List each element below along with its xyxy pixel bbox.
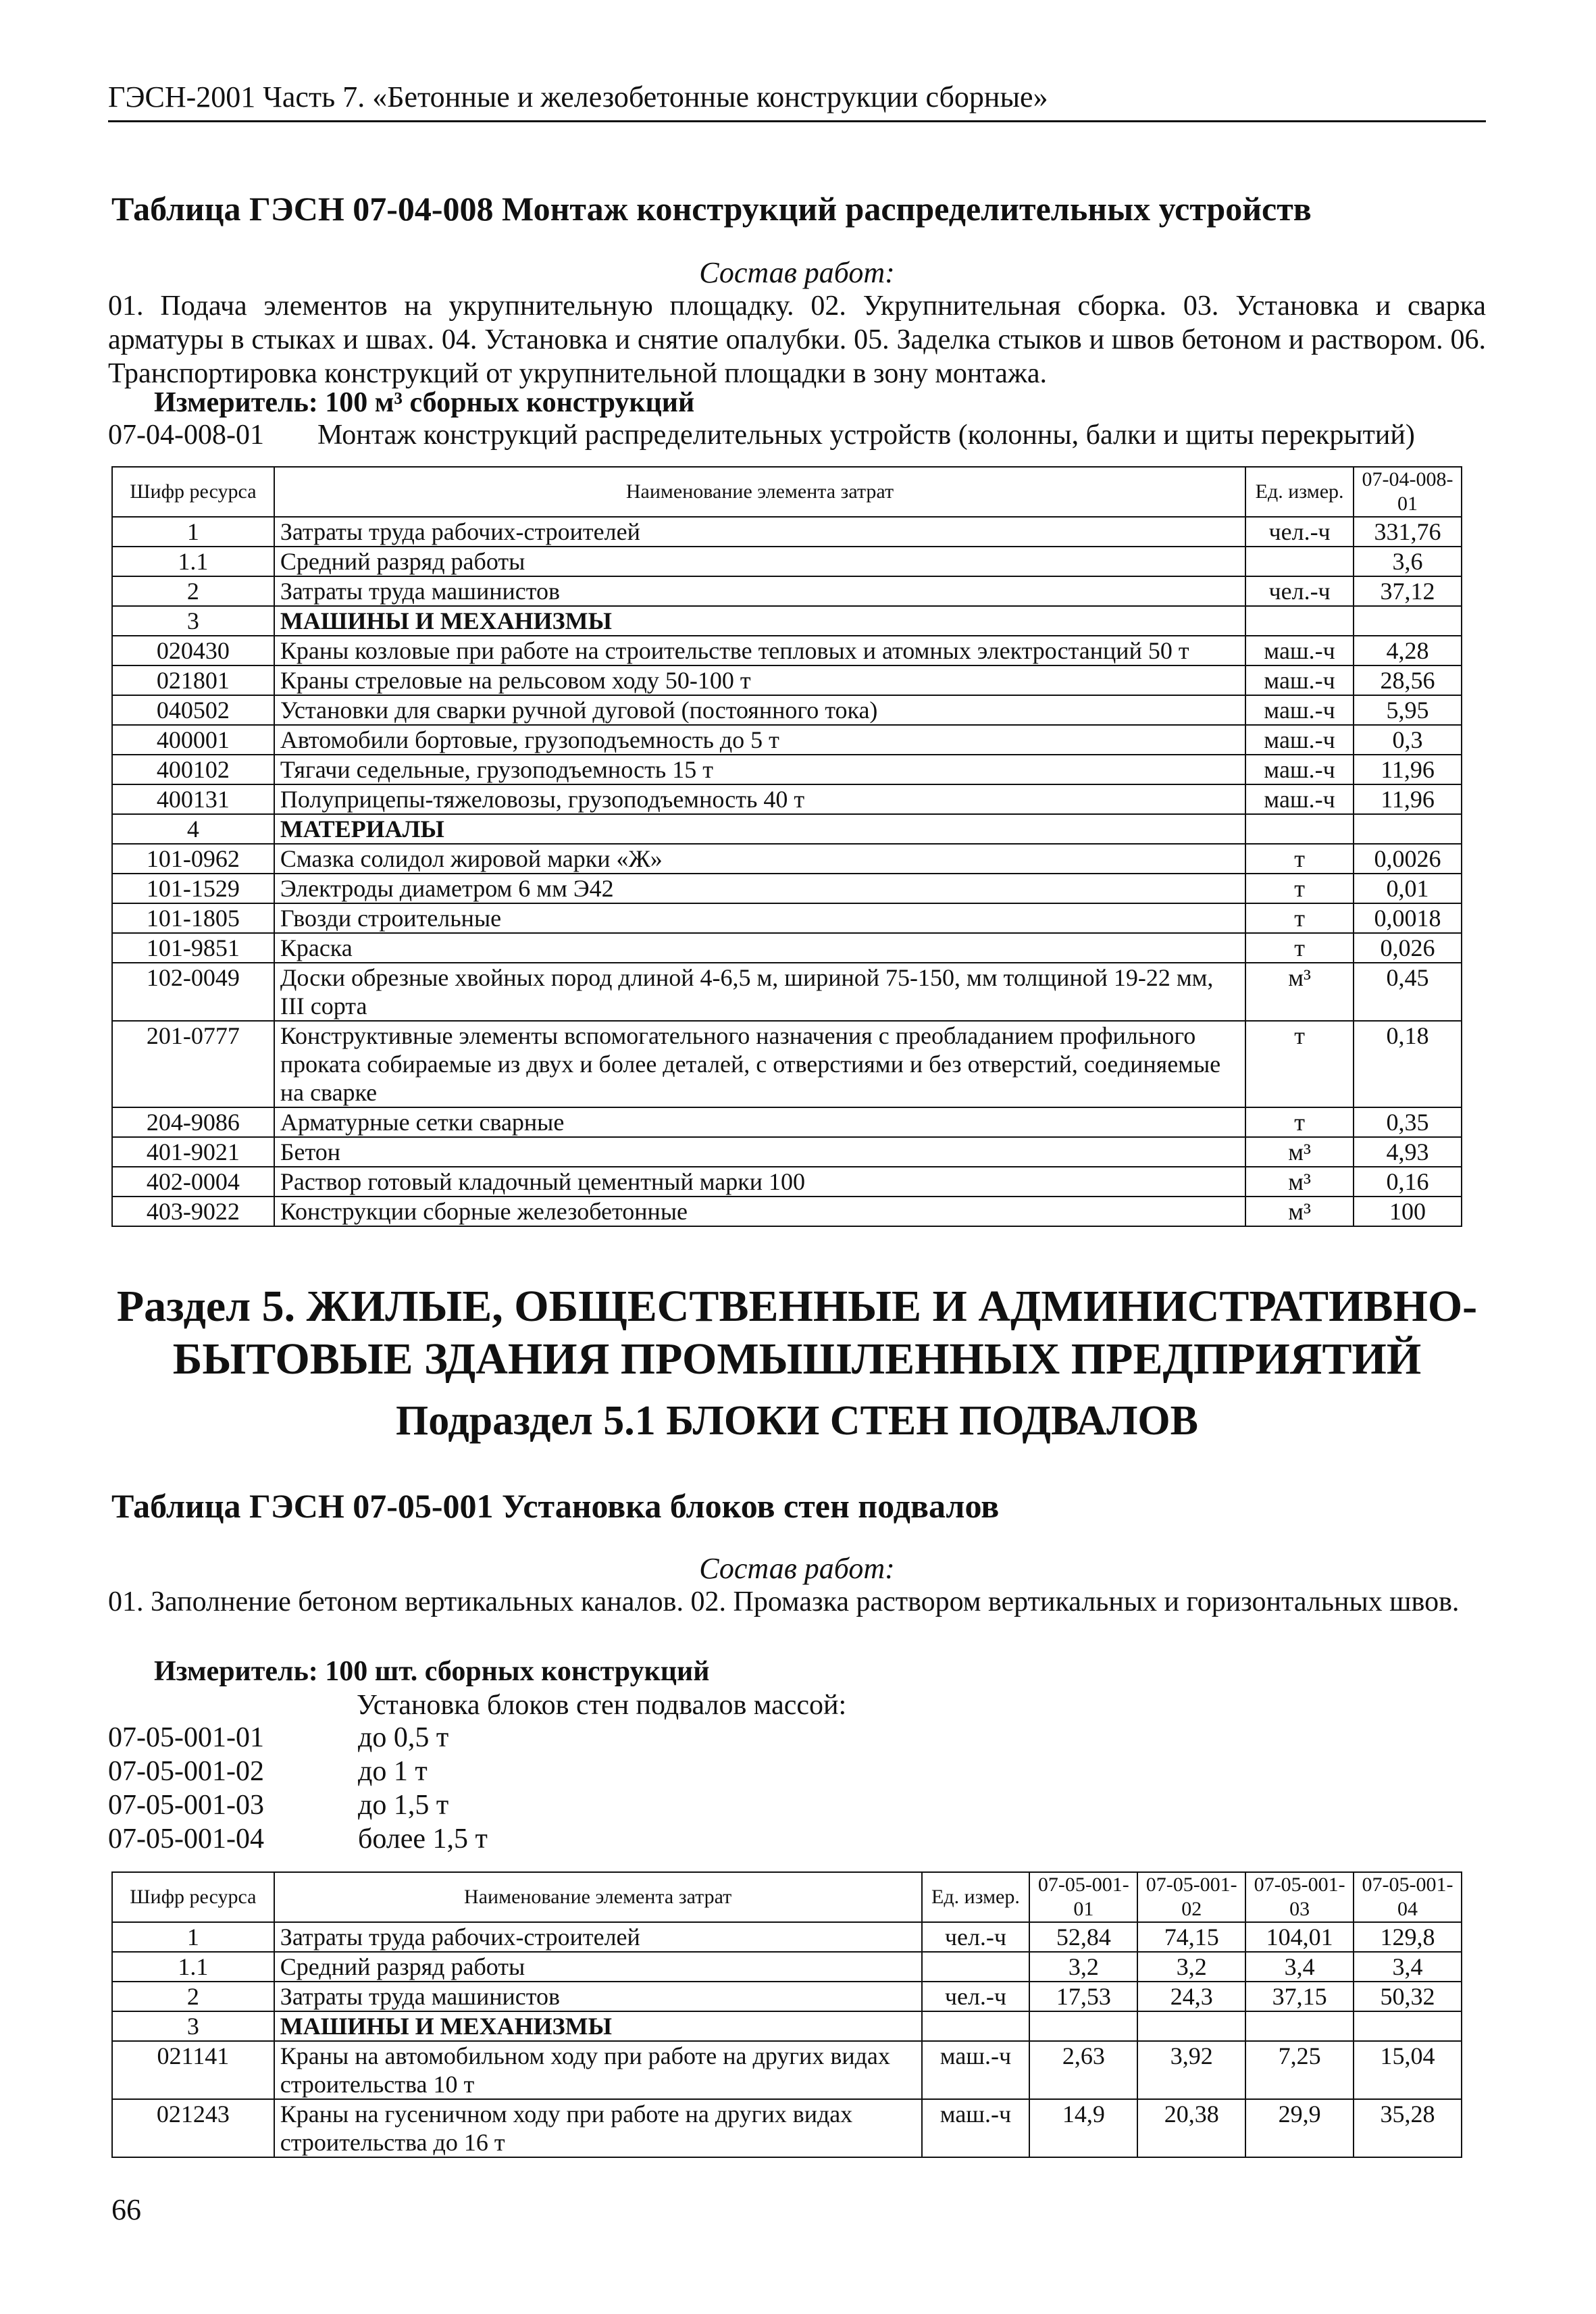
cost-item-name: Краны стреловые на рельсовом ходу 50-100 т [274,665,1245,695]
cost-item-name: Электроды диаметром 6 мм Э42 [274,874,1245,903]
table-row [112,1167,1462,1197]
resource-code: 3 [112,606,274,636]
value-cell: 0,45 [1354,963,1462,1021]
resource-code: 400102 [112,755,274,784]
unit-cell: чел.-ч [922,1922,1030,1952]
cost-item-name: Смазка солидол жировой марки «Ж» [274,844,1245,874]
value-cell: 0,01 [1354,874,1462,903]
table-row [112,963,1462,1021]
table-row [112,2011,1462,2041]
table2-col-name: Наименование элемента затрат [274,1872,922,1922]
code-list-item [108,1823,488,1857]
table2-col-code: Шифр ресурса [112,1872,274,1922]
value-cell: 3,4 [1354,1952,1462,1982]
resource-code: 101-1805 [112,903,274,933]
value-cell [1354,2011,1462,2041]
table-row [112,1107,1462,1137]
table2-work-text: 01. Заполнение бетоном вертикальных каналов. 02. Промазка раствором вертикальных и горизонтальных швов. [108,1586,1460,1617]
value-cell: 37,15 [1245,1982,1354,2011]
page-header: ГЭСН-2001 Часть 7. «Бетонные и железобетонные конструкции сборные» [108,80,1048,114]
cost-item-name: Затраты труда машинистов [274,1982,922,2011]
value-cell: 37,12 [1354,576,1462,606]
table2-code-list [108,1721,488,1857]
value-cell: 4,28 [1354,636,1462,665]
unit-cell: т [1245,1021,1354,1107]
code-list-code: 07-05-001-03 [108,1790,264,1821]
cost-item-name: Затраты труда машинистов [274,576,1245,606]
table-row [112,933,1462,963]
unit-cell: т [1245,903,1354,933]
table1-code-desc: Монтаж конструкций распределительных устройств (колонны, балки и щиты перекрытий) [317,420,1415,451]
cost-item-name: Средний разряд работы [274,547,1245,576]
table-row [112,1982,1462,2011]
unit-cell: маш.-ч [1245,755,1354,784]
value-cell: 24,3 [1137,1982,1245,2011]
resource-code: 400131 [112,784,274,814]
resource-code: 101-0962 [112,844,274,874]
value-cell: 3,2 [1137,1952,1245,1982]
cost-item-name: Раствор готовый кладочный цементный марки 100 [274,1167,1245,1197]
table2-col-value-04: 07-05-001-04 [1354,1872,1462,1922]
value-cell [1029,2011,1137,2041]
table2-col-value-02: 07-05-001-02 [1137,1872,1245,1922]
subsection-title: Подраздел 5.1 БЛОКИ СТЕН ПОДВАЛОВ [395,1398,1199,1444]
section-title-line2: БЫТОВЫЕ ЗДАНИЯ ПРОМЫШЛЕННЫХ ПРЕДПРИЯТИЙ [172,1334,1422,1384]
value-cell: 129,8 [1354,1922,1462,1952]
resource-code: 1 [112,517,274,547]
value-cell: 331,76 [1354,517,1462,547]
cost-item-name: Затраты труда рабочих-строителей [274,517,1245,547]
unit-cell: т [1245,844,1354,874]
resource-code: 204-9086 [112,1107,274,1137]
resource-code: 102-0049 [112,963,274,1021]
value-cell: 4,93 [1354,1137,1462,1167]
value-cell: 50,32 [1354,1982,1462,2011]
cost-item-name: Установки для сварки ручной дуговой (постоянного тока) [274,695,1245,725]
cost-item-name: Краны на автомобильном ходу при работе на других видах строительства 10 т [274,2041,922,2099]
code-list-item [108,1789,449,1823]
table-row [112,606,1462,636]
table1-col-name: Наименование элемента затрат [274,467,1245,517]
value-cell: 7,25 [1245,2041,1354,2099]
unit-cell [1245,547,1354,576]
table-row [112,547,1462,576]
value-cell: 3,2 [1029,1952,1137,1982]
resource-code: 400001 [112,725,274,755]
unit-cell: маш.-ч [922,2099,1030,2157]
table2-intro: Установка блоков стен подвалов массой: [357,1690,847,1721]
table1-work-text: 01. Подача элементов на укрупнительную площадку. 02. Укрупнительная сборка. 03. Установка и сварка арматуры в стыках и швах. 04. Установка и снятие опалубки. 05. Заделка стыков и швов бетоном и раствором. 06. Транспортировка конструкций от укрупнительной площадки в зону монтажа. [108,291,1486,389]
cost-item-name: МАШИНЫ И МЕХАНИЗМЫ [274,606,1245,636]
unit-cell: маш.-ч [922,2041,1030,2099]
cost-item-name: Автомобили бортовые, грузоподъемность до 5 т [274,725,1245,755]
table-row [112,1922,1462,1952]
table1-measure: Измеритель: 100 м³ сборных конструкций [154,387,695,418]
value-cell: 35,28 [1354,2099,1462,2157]
table-row [112,636,1462,665]
unit-cell [1245,606,1354,636]
table-row [112,844,1462,874]
code-list-item [108,1755,428,1789]
unit-cell [922,2011,1030,2041]
cost-item-name: МАТЕРИАЛЫ [274,814,1245,844]
value-cell: 100 [1354,1197,1462,1226]
resource-code: 020430 [112,636,274,665]
table2-work-label: Состав работ: [699,1552,895,1585]
unit-cell: чел.-ч [922,1982,1030,2011]
resource-code: 040502 [112,695,274,725]
header-rule [108,120,1486,122]
table1 [111,466,1462,1227]
table2-col-value-03: 07-05-001-03 [1245,1872,1354,1922]
table-row [112,725,1462,755]
code-list-desc: более 1,5 т [358,1823,488,1855]
value-cell [1354,606,1462,636]
resource-code: 101-9851 [112,933,274,963]
value-cell: 0,35 [1354,1107,1462,1137]
table-row [112,1137,1462,1167]
code-list-code: 07-05-001-01 [108,1722,264,1753]
cost-item-name: Доски обрезные хвойных пород длиной 4-6,5 м, шириной 75-150, мм толщиной 19-22 мм, III сорта [274,963,1245,1021]
table2-measure: Измеритель: 100 шт. сборных конструкций [154,1656,710,1687]
unit-cell: м³ [1245,1167,1354,1197]
unit-cell: маш.-ч [1245,695,1354,725]
table1-work-label: Состав работ: [699,256,895,289]
table-row [112,784,1462,814]
table-row [112,2041,1462,2099]
unit-cell [922,1952,1030,1982]
value-cell: 14,9 [1029,2099,1137,2157]
value-cell [1245,2011,1354,2041]
unit-cell: м³ [1245,1197,1354,1226]
value-cell: 15,04 [1354,2041,1462,2099]
value-cell: 104,01 [1245,1922,1354,1952]
table-row [112,576,1462,606]
value-cell: 74,15 [1137,1922,1245,1952]
table-row [112,1021,1462,1107]
resource-code: 021801 [112,665,274,695]
resource-code: 3 [112,2011,274,2041]
unit-cell: маш.-ч [1245,636,1354,665]
unit-cell: т [1245,874,1354,903]
cost-item-name: Конструкции сборные железобетонные [274,1197,1245,1226]
code-list-desc: до 0,5 т [358,1722,449,1753]
value-cell: 0,3 [1354,725,1462,755]
value-cell: 0,0018 [1354,903,1462,933]
cost-item-name: Краны козловые при работе на строительстве тепловых и атомных электростанций 50 т [274,636,1245,665]
value-cell: 0,18 [1354,1021,1462,1107]
value-cell: 0,026 [1354,933,1462,963]
unit-cell: чел.-ч [1245,576,1354,606]
code-list-item [108,1721,449,1755]
table1-code: 07-04-008-01 [108,420,264,451]
table-row [112,665,1462,695]
table-row [112,755,1462,784]
resource-code: 401-9021 [112,1137,274,1167]
resource-code: 403-9022 [112,1197,274,1226]
value-cell: 11,96 [1354,784,1462,814]
value-cell: 20,38 [1137,2099,1245,2157]
value-cell: 2,63 [1029,2041,1137,2099]
table2 [111,1871,1462,2158]
code-list-desc: до 1 т [358,1756,428,1787]
value-cell: 3,6 [1354,547,1462,576]
table2-title: Таблица ГЭСН 07-05-001 Установка блоков стен подвалов [111,1487,1000,1525]
table-row [112,1197,1462,1226]
resource-code: 4 [112,814,274,844]
cost-item-name: Тягачи седельные, грузоподъемность 15 т [274,755,1245,784]
unit-cell [1245,814,1354,844]
page-number: 66 [111,2193,141,2226]
resource-code: 021141 [112,2041,274,2099]
code-list-code: 07-05-001-02 [108,1756,264,1787]
unit-cell: т [1245,933,1354,963]
unit-cell: маш.-ч [1245,784,1354,814]
table-row [112,874,1462,903]
value-cell [1354,814,1462,844]
resource-code: 1 [112,1922,274,1952]
code-list-code: 07-05-001-04 [108,1823,264,1855]
unit-cell: маш.-ч [1245,665,1354,695]
table-row [112,695,1462,725]
value-cell: 28,56 [1354,665,1462,695]
section-title-line1: Раздел 5. ЖИЛЫЕ, ОБЩЕСТВЕННЫЕ И АДМИНИСТРАТИВНО- [116,1282,1478,1331]
table1-header-row [112,467,1462,517]
code-list-desc: до 1,5 т [358,1790,449,1821]
table-row [112,2099,1462,2157]
value-cell: 3,4 [1245,1952,1354,1982]
resource-code: 101-1529 [112,874,274,903]
resource-code: 2 [112,576,274,606]
unit-cell: т [1245,1107,1354,1137]
value-cell: 3,92 [1137,2041,1245,2099]
table1-col-value: 07-04-008-01 [1354,467,1462,517]
cost-item-name: Бетон [274,1137,1245,1167]
table1-col-unit: Ед. измер. [1245,467,1354,517]
cost-item-name: Конструктивные элементы вспомогательного назначения с преобладанием профильного проката собираемые из двух и более деталей, с отверстиями и без отверстий, соединяемые на сварке [274,1021,1245,1107]
table1-title: Таблица ГЭСН 07-04-008 Монтаж конструкций распределительных устройств [111,190,1312,228]
unit-cell: маш.-ч [1245,725,1354,755]
unit-cell: чел.-ч [1245,517,1354,547]
value-cell: 52,84 [1029,1922,1137,1952]
cost-item-name: МАШИНЫ И МЕХАНИЗМЫ [274,2011,922,2041]
resource-code: 1.1 [112,1952,274,1982]
value-cell: 17,53 [1029,1982,1137,2011]
resource-code: 021243 [112,2099,274,2157]
value-cell [1137,2011,1245,2041]
resource-code: 1.1 [112,547,274,576]
unit-cell: м³ [1245,1137,1354,1167]
cost-item-name: Краны на гусеничном ходу при работе на других видах строительства до 16 т [274,2099,922,2157]
cost-item-name: Полуприцепы-тяжеловозы, грузоподъемность 40 т [274,784,1245,814]
table2-header-row [112,1872,1462,1922]
value-cell: 0,0026 [1354,844,1462,874]
cost-item-name: Средний разряд работы [274,1952,922,1982]
resource-code: 201-0777 [112,1021,274,1107]
table2-col-unit: Ед. измер. [922,1872,1030,1922]
table-row [112,814,1462,844]
table-row [112,1952,1462,1982]
resource-code: 402-0004 [112,1167,274,1197]
table-row [112,517,1462,547]
value-cell: 5,95 [1354,695,1462,725]
cost-item-name: Краска [274,933,1245,963]
unit-cell: м³ [1245,963,1354,1021]
value-cell: 11,96 [1354,755,1462,784]
table1-col-code: Шифр ресурса [112,467,274,517]
value-cell: 0,16 [1354,1167,1462,1197]
cost-item-name: Гвозди строительные [274,903,1245,933]
cost-item-name: Затраты труда рабочих-строителей [274,1922,922,1952]
cost-item-name: Арматурные сетки сварные [274,1107,1245,1137]
resource-code: 2 [112,1982,274,2011]
value-cell: 29,9 [1245,2099,1354,2157]
table2-col-value-01: 07-05-001-01 [1029,1872,1137,1922]
table-row [112,903,1462,933]
